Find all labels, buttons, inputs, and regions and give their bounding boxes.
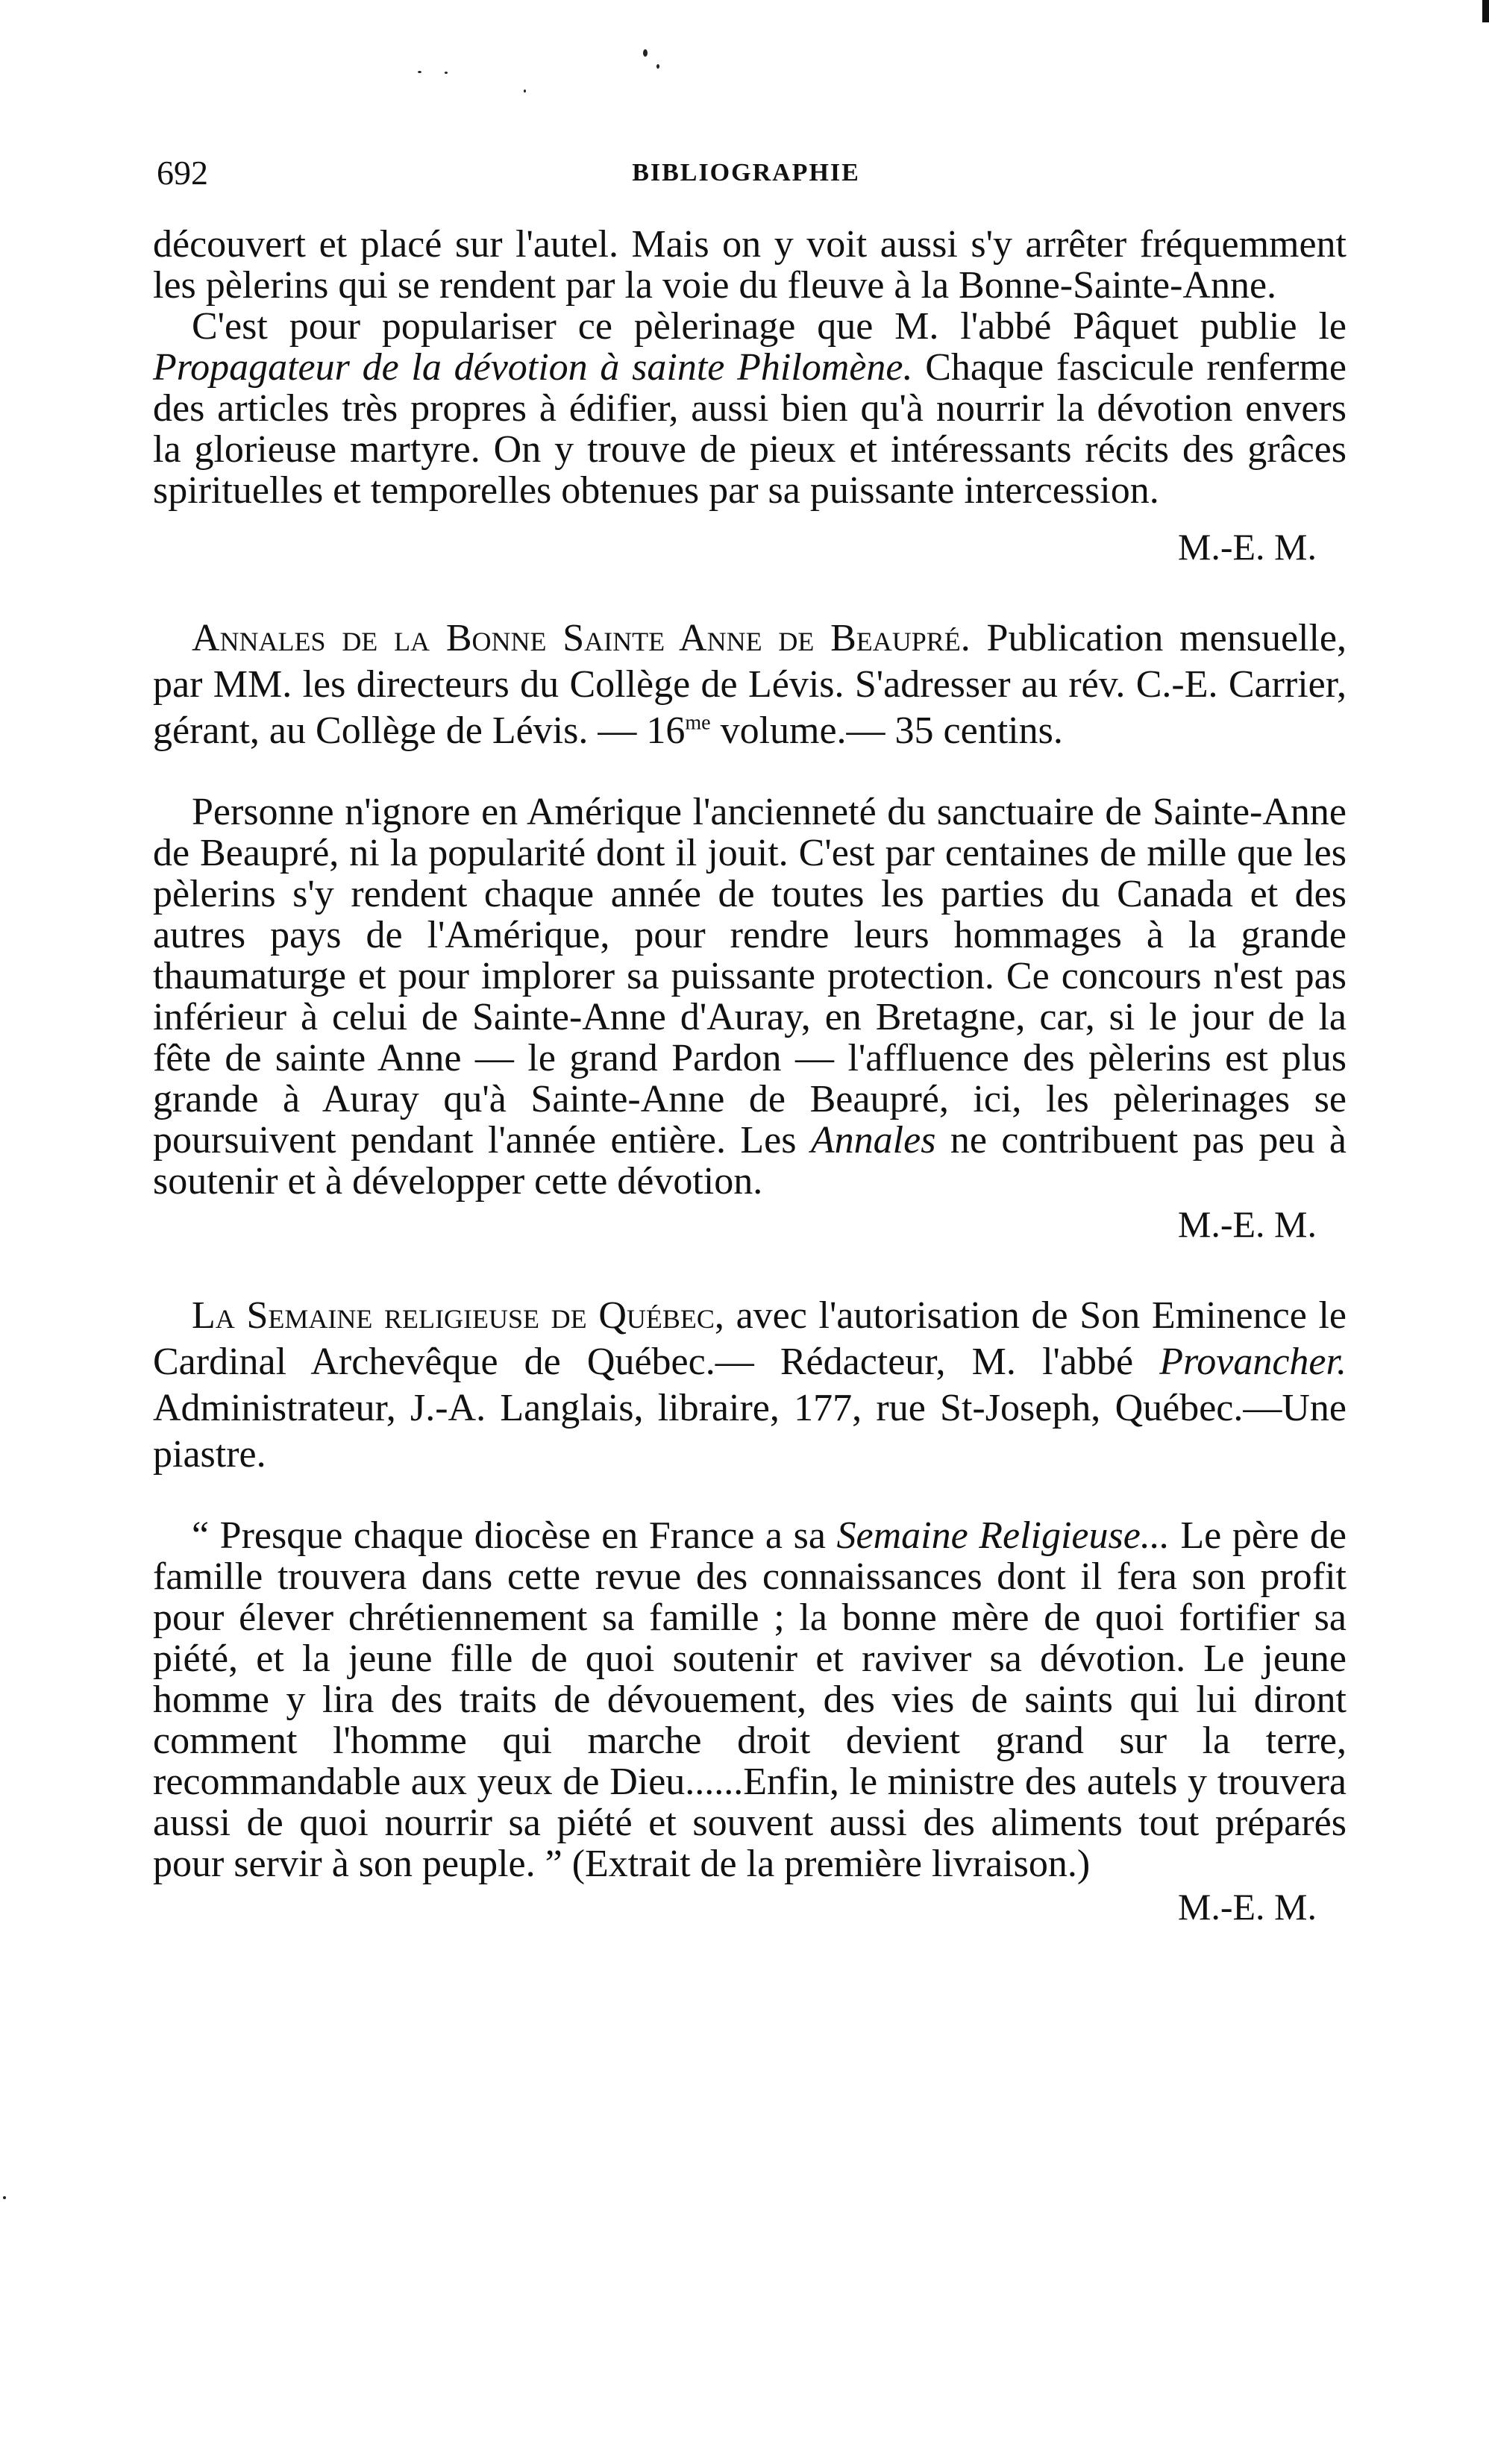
page-header [157, 153, 1335, 198]
annales-review-end: ne contribuent pas peu à soutenir et à développer cette dévotion. [153, 1119, 1347, 1203]
annales-review [153, 791, 1347, 1202]
annales-italic: Annales [810, 1119, 936, 1162]
semaine-entry-text: avec l'autorisation de Son Eminence le Cardinal Archevêque de Québec.— Rédacteur, M. l'abbé [153, 1294, 1347, 1383]
annales-entry-end: volume.— 35 centins. [710, 709, 1063, 752]
semaine-religieuse-italic: Semaine Religieuse... [836, 1514, 1170, 1557]
scan-speck [643, 49, 648, 57]
semaine-quote-start: “ Presque chaque diocèse en France a sa [192, 1514, 837, 1557]
semaine-quote [153, 1515, 1347, 1884]
philomene-text-start: C'est pour populariser ce pèlerinage que M. l'abbé Pâquet publie le [192, 305, 1347, 348]
annales-signature: M.-E. M. [1177, 1203, 1317, 1245]
scan-speck [445, 72, 448, 74]
semaine-entry-end: Administrateur, J.-A. Langlais, libraire, 177, rue St-Joseph, Québec.—Une piastre. [153, 1387, 1347, 1476]
semaine-signature: M.-E. M. [1177, 1886, 1317, 1928]
semaine-title: La Semaine religieuse de Québec, [192, 1294, 724, 1337]
philomene-paragraph [153, 306, 1347, 511]
propagateur-title: Propagateur de la dévotion à sainte Philomène. [153, 346, 913, 389]
semaine-entry [153, 1293, 1347, 1478]
scan-speck [418, 71, 421, 73]
annales-volume-sup: me [685, 711, 711, 735]
scan-speck [524, 90, 526, 93]
semaine-editor: Provancher. [1159, 1341, 1347, 1383]
page-number: 692 [157, 154, 208, 192]
philomene-continuation: découvert et placé sur l'autel. Mais on y voit aussi s'y arrêter fréquemment les pèlerins qui se rendent par la voie du fleuve à la Bonne-Sainte-Anne. [153, 223, 1347, 307]
annales-entry-text: Publication mensuelle, par MM. les directeurs du Collège de Lévis. S'adresser au rév. C.-E. Carrier, gérant, au Collège de Lévis. — 16 [153, 617, 1347, 752]
running-head: BIBLIOGRAPHIE [632, 159, 860, 186]
scan-edge-mark [1482, 0, 1489, 22]
annales-title: Annales de la Bonne Sainte Anne de Beaupré. [192, 617, 971, 659]
semaine-quote-end: Le père de famille trouvera dans cette revue des connaissances dont il fera son profit pour élever chrétiennement sa famille ; la bonne mère de quoi fortifier sa piété, et la jeune fille de quoi soutenir et raviver sa dévotion. Le jeune homme y lira des traits de dévouement, des vies de saints qui lui diront comment l'homme qui marche droit devient grand sur la terre, recommandable aux yeux de Dieu......Enfin, le ministre des autels y trouvera aussi de quoi nourrir sa piété et souvent aussi des aliments tout préparés pour servir à son peuple. ” (Extrait de la première livraison.) [153, 1514, 1347, 1885]
scan-speck [3, 2196, 6, 2199]
annales-review-start: Personne n'ignore en Amérique l'ancienneté du sanctuaire de Sainte-Anne de Beaupré, ni la popularité dont il jouit. C'est par centaines de mille que les pèlerins s'y rendent chaque année de toutes les parties du Canada et des autres pays de l'Amérique, pour rendre leurs hommages à la grande thaumaturge et pour implorer sa puissante protection. Ce concours n'est pas inférieur à celui de Sainte-Anne d'Auray, en Bretagne, car, si le jour de la fête de sainte Anne — le grand Pardon — l'affluence des pèlerins est plus grande à Auray qu'à Sainte-Anne de Beaupré, ici, les pèlerinages se poursuivent pendant l'année entière. Les [153, 791, 1347, 1162]
annales-entry [153, 615, 1347, 754]
body-text [153, 224, 1347, 1929]
philomene-signature: M.-E. M. [1177, 526, 1317, 568]
philomene-text-end: Chaque fascicule renferme des articles très propres à édifier, aussi bien qu'à nourrir la dévotion envers la glorieuse martyre. On y trouve de pieux et intéressants récits des grâces spirituelles et temporelles obtenues par sa puissante intercession. [153, 346, 1347, 512]
scan-speck [656, 64, 659, 69]
